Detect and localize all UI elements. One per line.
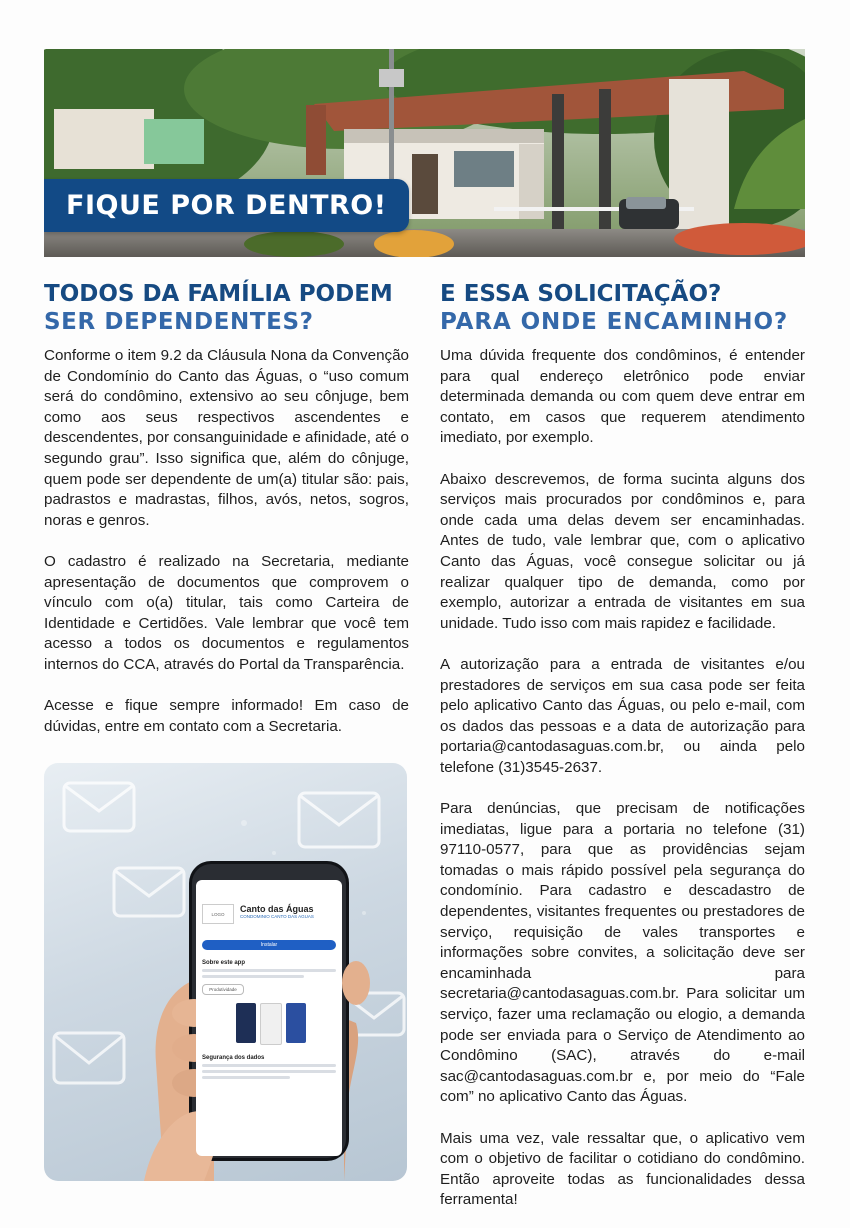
app-developer: CONDOMINIO CANTO DAS AGUAS xyxy=(240,914,314,919)
install-button[interactable]: Instalar xyxy=(202,940,336,950)
text-placeholder-line xyxy=(202,1076,290,1079)
banner-title: FIQUE POR DENTRO! xyxy=(66,190,387,221)
header-banner xyxy=(44,49,805,257)
right-column xyxy=(440,280,805,1211)
text-placeholder-line xyxy=(202,1070,336,1073)
right-paragraph: Abaixo descrevemos, de forma sucinta alguns dos serviços mais procurados por condôminos e, para onde cada uma delas devem ser encaminhadas. Antes de tudo, vale lembrar que, com o aplicativo Canto das Águas, você consegue solicitar ou já realizar qualquer tipo de demanda, como por exemplo, autorizar a entrada de visitantes em sua unidade. Tudo isso com mais rapidez e facilidade. xyxy=(440,470,805,632)
screenshot-thumbnail[interactable] xyxy=(286,1003,306,1043)
left-paragraph: O cadastro é realizado na Secretaria, mediante apresentação de documentos que comprovem o vínculo com o(a) titular, tais como Carteira de Identidade e Certidões. Vale lembrar que você tem acesso a todos os documentos e regulamentos internos do CCA, através do Portal da Transparência. xyxy=(44,552,409,673)
right-heading-line1: E ESSA SOLICITAÇÃO? xyxy=(440,281,722,307)
right-paragraph: Uma dúvida frequente dos condôminos, é entender para qual endereço eletrônico pode enviar determinada demanda ou com quem deve entrar em contato, em casos que requerem atendimento imediato, por exemplo. xyxy=(440,347,805,447)
text-placeholder-line xyxy=(202,1064,336,1067)
screenshot-thumbnail[interactable] xyxy=(260,1003,282,1045)
app-header xyxy=(196,880,342,924)
app-logo: LOGO xyxy=(202,904,234,924)
right-paragraph: A autorização para a entrada de visitantes e/ou prestadores de serviços em sua casa pode ser feita pelo aplicativo Canto das Águas, ou pelo e-mail, com os dados das pessoas e a data de autorização para portaria@cantodasaguas.com.br, ou ainda pelo telefone (31)3545-2637. xyxy=(440,655,805,776)
section-banner-label xyxy=(44,179,409,232)
text-placeholder-line xyxy=(202,969,336,972)
about-app-heading: Sobre este app xyxy=(202,960,246,966)
left-body xyxy=(44,346,409,737)
left-paragraph: Conforme o item 9.2 da Cláusula Nona da Convenção de Condomínio do Canto das Águas, o “uso comum será do condômino, extensivo ao seu cônjuge, bem como aos seus respectivos ascendentes e descendentes, por consanguinidade e afinidade, até o segundo grau”. Isso significa que, além do cônjuge, quem pode ser dependente de um(a) titular são: pais, padrastos e madrastas, filhos, avós, netos, sogros, noras e genros. xyxy=(44,347,409,529)
left-paragraph: Acesse e fique sempre informado! Em caso de dúvidas, entre em contato com a Secretaria. xyxy=(44,697,409,735)
category-chip[interactable]: Produtividade xyxy=(202,984,244,995)
app-name: Canto das Águas xyxy=(240,904,314,914)
right-heading-line2: PARA ONDE ENCAMINHO? xyxy=(440,309,789,335)
screenshot-thumbnails xyxy=(236,1003,336,1045)
right-paragraph: Mais uma vez, vale ressaltar que, o aplicativo vem com o objetivo de facilitar o cotidiano do condômino. Então aproveite todas as funcionalidades dessa ferramenta! xyxy=(440,1129,805,1209)
text-placeholder-line xyxy=(202,975,304,978)
left-column xyxy=(44,280,409,737)
data-security-heading: Segurança dos dados xyxy=(202,1055,265,1061)
right-body xyxy=(440,346,805,1211)
left-heading-line1: TODOS DA FAMÍLIA PODEM xyxy=(44,281,393,307)
left-heading-line2: SER DEPENDENTES? xyxy=(44,309,314,335)
screenshot-thumbnail[interactable] xyxy=(236,1003,256,1043)
app-store-screen xyxy=(196,880,342,1156)
right-paragraph: Para denúncias, que precisam de notificações imediatas, ligue para a portaria no telefone (31) 97110-0577, para que as providências sejam tomadas o mais rápido possível pela segurança do condomínio. Para cadastro e descadastro de dependentes, visitantes frequentes ou prestadores de serviço, requisição de vales transportes e informações sobre convites, a solicitação deve ser encaminhada para secretaria@cantodasaguas.com.br. Para solicitar um serviço, fazer uma reclamação ou elogio, a demanda pode ser enviada para o Serviço de Atendimento ao Condômino (SAC), através do e-mail sac@cantodasaguas.com.br e, por meio do “Fale com” no aplicativo Canto das Águas. xyxy=(440,800,805,1106)
